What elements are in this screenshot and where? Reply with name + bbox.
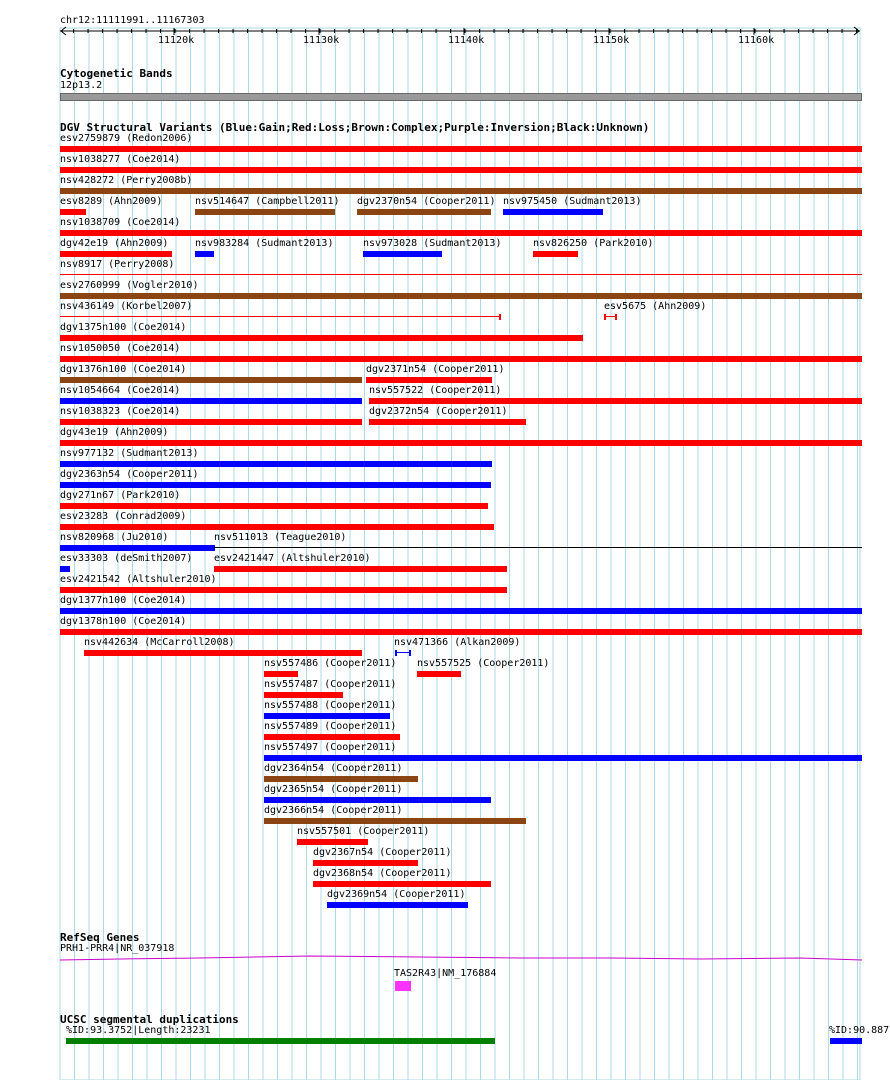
dgv-feature-label: dgv2369n54 (Cooper2011)	[327, 889, 466, 900]
dgv-feature-bar[interactable]	[369, 419, 526, 425]
dgv-feature-label: esv8289 (Ahn2009)	[60, 196, 163, 207]
dgv-feature-bar[interactable]	[503, 209, 603, 215]
dgv-feature-label: nsv471366 (Alkan2009)	[394, 637, 521, 648]
segdup-title: UCSC segmental duplications	[60, 1013, 239, 1026]
dgv-feature-bar[interactable]	[60, 188, 862, 194]
dgv-feature-label: nsv436149 (Korbel2007)	[60, 301, 193, 312]
dgv-feature-bar[interactable]	[327, 902, 468, 908]
location-label: chr12:11111991..11167303	[60, 15, 205, 26]
segdup-feature-label: %ID:90.887	[829, 1025, 890, 1036]
dgv-feature-label: nsv1038709 (Coe2014)	[60, 217, 181, 228]
cytoband-label: 12p13.2	[60, 80, 103, 91]
dgv-feature-label: esv2421447 (Altshuler2010)	[214, 553, 371, 564]
dgv-feature-label: esv2421542 (Altshuler2010)	[60, 574, 217, 585]
dgv-feature-label: esv23283 (Conrad2009)	[60, 511, 187, 522]
dgv-feature-bar[interactable]	[264, 797, 491, 803]
dgv-feature-label: nsv973028 (Sudmant2013)	[363, 238, 502, 249]
dgv-feature-bar[interactable]	[214, 547, 862, 548]
dgv-feature-bar[interactable]	[313, 881, 491, 887]
dgv-feature-bar[interactable]	[60, 608, 862, 614]
dgv-feature-bar[interactable]	[60, 335, 583, 341]
dgv-feature-bar[interactable]	[313, 860, 418, 866]
dgv-feature-label: dgv1378n100 (Coe2014)	[60, 616, 187, 627]
dgv-feature-bar[interactable]	[60, 587, 507, 593]
dgv-feature-bar[interactable]	[60, 440, 862, 446]
dgv-feature-label: dgv2368n54 (Cooper2011)	[313, 868, 452, 879]
dgv-feature-label: nsv977132 (Sudmant2013)	[60, 448, 199, 459]
dgv-feature-bar[interactable]	[60, 377, 362, 383]
ruler-tick-label: 11160k	[738, 35, 775, 46]
dgv-feature-bar[interactable]	[60, 209, 86, 215]
dgv-feature-bar[interactable]	[264, 755, 862, 761]
ruler-tick-label: 11130k	[303, 35, 340, 46]
dgv-feature-label: esv2759879 (Redon2006)	[60, 133, 193, 144]
dgv-title: DGV Structural Variants (Blue:Gain;Red:Loss;Brown:Complex;Purple:Inversion;Black:Unknown)	[60, 121, 650, 134]
dgv-feature-label: dgv2371n54 (Cooper2011)	[366, 364, 505, 375]
dgv-feature-bar[interactable]	[60, 356, 862, 362]
dgv-feature-label: nsv826250 (Park2010)	[533, 238, 654, 249]
dgv-feature-label: nsv511013 (Teague2010)	[214, 532, 347, 543]
dgv-feature-bar-cap[interactable]	[409, 650, 411, 656]
dgv-feature-label: nsv557486 (Cooper2011)	[264, 658, 397, 669]
dgv-feature-bar[interactable]	[60, 566, 70, 572]
dgv-feature-bar[interactable]	[533, 251, 578, 257]
dgv-feature-label: nsv975450 (Sudmant2013)	[503, 196, 642, 207]
dgv-feature-label: dgv2372n54 (Cooper2011)	[369, 406, 508, 417]
dgv-feature-bar[interactable]	[60, 251, 172, 257]
dgv-feature-label: dgv1377n100 (Coe2014)	[60, 595, 187, 606]
dgv-feature-bar[interactable]	[369, 398, 862, 404]
dgv-feature-bar[interactable]	[60, 482, 491, 488]
dgv-feature-label: dgv2366n54 (Cooper2011)	[264, 805, 403, 816]
ruler-tick-label: 11120k	[158, 35, 195, 46]
dgv-feature-bar[interactable]	[214, 566, 507, 572]
segdup-feature-label: %ID:93.3752|Length:23231	[66, 1025, 211, 1036]
dgv-feature-bar[interactable]	[264, 818, 526, 824]
dgv-feature-label: nsv557487 (Cooper2011)	[264, 679, 397, 690]
dgv-feature-bar[interactable]	[297, 839, 368, 845]
dgv-feature-label: dgv1375n100 (Coe2014)	[60, 322, 187, 333]
dgv-feature-label: nsv557525 (Cooper2011)	[417, 658, 550, 669]
cytoband-title: Cytogenetic Bands	[60, 67, 173, 80]
dgv-feature-bar-cap[interactable]	[615, 314, 617, 320]
dgv-feature-label: dgv42e19 (Ahn2009)	[60, 238, 169, 249]
dgv-feature-bar[interactable]	[60, 230, 862, 236]
dgv-feature-label: dgv271n67 (Park2010)	[60, 490, 181, 501]
dgv-feature-label: nsv557501 (Cooper2011)	[297, 826, 430, 837]
dgv-feature-bar[interactable]	[60, 461, 492, 467]
dgv-feature-bar[interactable]	[84, 650, 362, 656]
dgv-feature-label: nsv428272 (Perry2008b)	[60, 175, 193, 186]
dgv-feature-label: dgv2363n54 (Cooper2011)	[60, 469, 199, 480]
dgv-feature-label: dgv2365n54 (Cooper2011)	[264, 784, 403, 795]
dgv-feature-label: nsv8917 (Perry2008)	[60, 259, 175, 270]
dgv-feature-bar-cap[interactable]	[499, 314, 501, 320]
dgv-feature-bar[interactable]	[264, 734, 400, 740]
refseq-gene-label: TAS2R43|NM_176884	[394, 968, 497, 979]
dgv-feature-bar[interactable]	[366, 377, 492, 383]
refseq-gene-label: PRH1-PRR4|NR_037918	[60, 943, 175, 954]
dgv-feature-bar[interactable]	[264, 671, 298, 677]
dgv-feature-bar[interactable]	[264, 692, 343, 698]
dgv-feature-bar-cap[interactable]	[395, 650, 397, 656]
dgv-feature-label: esv5675 (Ahn2009)	[604, 301, 707, 312]
dgv-feature-bar[interactable]	[60, 524, 494, 530]
ruler-tick-label: 11140k	[448, 35, 485, 46]
dgv-feature-bar[interactable]	[60, 398, 362, 404]
dgv-feature-bar[interactable]	[195, 251, 214, 257]
dgv-feature-bar[interactable]	[195, 209, 335, 215]
dgv-feature-label: dgv2370n54 (Cooper2011)	[357, 196, 496, 207]
dgv-feature-label: nsv557488 (Cooper2011)	[264, 700, 397, 711]
refseq-gene-box[interactable]	[395, 981, 411, 991]
dgv-feature-label: dgv2367n54 (Cooper2011)	[313, 847, 452, 858]
dgv-feature-label: nsv1050050 (Coe2014)	[60, 343, 181, 354]
dgv-feature-bar[interactable]	[60, 545, 215, 551]
dgv-feature-label: nsv557522 (Cooper2011)	[369, 385, 502, 396]
dgv-feature-bar[interactable]	[60, 293, 862, 299]
dgv-feature-label: dgv1376n100 (Coe2014)	[60, 364, 187, 375]
dgv-feature-bar[interactable]	[60, 316, 500, 317]
dgv-feature-bar[interactable]	[357, 209, 491, 215]
dgv-feature-bar[interactable]	[417, 671, 461, 677]
dgv-feature-bar[interactable]	[264, 713, 390, 719]
dgv-feature-label: nsv1054664 (Coe2014)	[60, 385, 181, 396]
dgv-feature-bar[interactable]	[363, 251, 442, 257]
dgv-feature-bar[interactable]	[60, 146, 862, 152]
segdup-feature-bar[interactable]	[66, 1038, 495, 1044]
dgv-feature-label: nsv557489 (Cooper2011)	[264, 721, 397, 732]
segdup-feature-bar[interactable]	[830, 1038, 862, 1044]
ruler-tick-label: 11150k	[593, 35, 630, 46]
dgv-feature-bar[interactable]	[60, 629, 862, 635]
dgv-feature-label: dgv2364n54 (Cooper2011)	[264, 763, 403, 774]
dgv-feature-bar[interactable]	[60, 167, 862, 173]
dgv-feature-bar[interactable]	[60, 503, 488, 509]
dgv-feature-label: nsv983284 (Sudmant2013)	[195, 238, 334, 249]
dgv-feature-label: dgv43e19 (Ahn2009)	[60, 427, 169, 438]
dgv-feature-label: nsv514647 (Campbell2011)	[195, 196, 340, 207]
dgv-feature-label: esv33303 (deSmith2007)	[60, 553, 193, 564]
dgv-feature-bar[interactable]	[264, 776, 418, 782]
dgv-feature-label: nsv557497 (Cooper2011)	[264, 742, 397, 753]
dgv-feature-label: nsv442634 (McCarroll2008)	[84, 637, 235, 648]
dgv-feature-bar[interactable]	[60, 274, 862, 275]
cytoband-bar[interactable]	[60, 93, 862, 101]
dgv-feature-label: nsv1038323 (Coe2014)	[60, 406, 181, 417]
dgv-feature-label: nsv1038277 (Coe2014)	[60, 154, 181, 165]
dgv-feature-label: esv2760999 (Vogler2010)	[60, 280, 199, 291]
dgv-feature-label: nsv820968 (Ju2010)	[60, 532, 169, 543]
dgv-feature-bar[interactable]	[60, 419, 362, 425]
refseq-title: RefSeq Genes	[60, 931, 140, 944]
dgv-feature-bar-cap[interactable]	[604, 314, 606, 320]
